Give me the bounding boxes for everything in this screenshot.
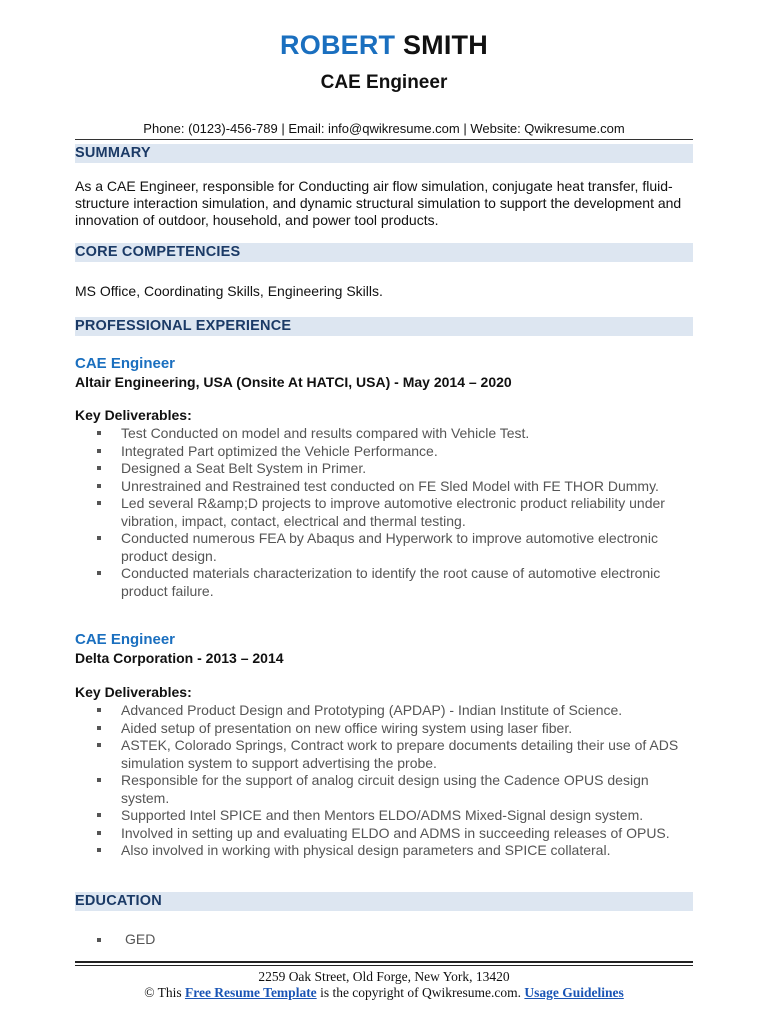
list-item: [75, 720, 695, 738]
list-item: [75, 478, 695, 496]
list-item: [75, 495, 695, 530]
list-item: [75, 842, 695, 860]
bullet-icon: [97, 726, 101, 730]
education-section-header: [75, 892, 693, 911]
competencies-heading: CORE COMPETENCIES: [75, 244, 241, 260]
bullet-icon: [97, 501, 101, 505]
summary-text: As a CAE Engineer, responsible for Conducting air flow simulation, conjugate heat transfer, fluid-structure interaction simulation, and dynamic structural simulation to support the development and innovation of outdoor, household, and power tool products.: [75, 178, 682, 228]
bullet-icon: [97, 466, 101, 470]
last-name: SMITH: [402, 30, 488, 60]
competencies-section-header: [75, 243, 693, 262]
education-heading: EDUCATION: [75, 893, 162, 909]
first-name: ROBERT: [280, 30, 396, 60]
list-item: [75, 807, 695, 825]
deliverables-list: [75, 702, 695, 860]
key-deliverables-label: Key Deliverables:: [75, 407, 192, 423]
header-divider: [75, 139, 693, 140]
bullet-icon: [97, 431, 101, 435]
key-deliverables-label: Key Deliverables:: [75, 684, 192, 700]
list-item-text: Unrestrained and Restrained test conducted on FE Sled Model with FE THOR Dummy.: [121, 477, 659, 494]
list-item: [75, 460, 695, 478]
experience-section-header: [75, 317, 693, 336]
bullet-icon: [97, 778, 101, 782]
experience-heading: PROFESSIONAL EXPERIENCE: [75, 318, 292, 334]
list-item: [75, 772, 695, 807]
bullet-icon: [97, 484, 101, 488]
list-item: [75, 825, 695, 843]
job-role: CAE Engineer: [75, 631, 176, 648]
footer-divider-thin: [75, 965, 693, 966]
usage-guidelines-link[interactable]: Usage Guidelines: [524, 985, 624, 1000]
list-item-text: Also involved in working with physical design parameters and SPICE collateral.: [121, 842, 611, 858]
list-item: [75, 443, 695, 461]
bullet-icon: [97, 449, 101, 453]
footer-copyright: [0, 985, 768, 1001]
free-resume-template-link[interactable]: Free Resume Template: [184, 985, 317, 1000]
candidate-name: [0, 30, 768, 61]
bullet-icon: [97, 813, 101, 817]
bullet-icon: [97, 848, 101, 852]
list-item-text: Aided setup of presentation on new office wiring system using laser fiber.: [121, 719, 573, 736]
footer-address: 2259 Oak Street, Old Forge, New York, 13420: [258, 969, 510, 984]
list-item: [75, 737, 695, 772]
list-item-text: Responsible for the support of analog circuit design using the Cadence OPUS design system.: [121, 772, 649, 806]
bullet-icon: [97, 743, 101, 747]
list-item-text: Advanced Product Design and Prototyping (APDAP) - Indian Institute of Science.: [121, 702, 623, 718]
summary-section-header: [75, 144, 693, 163]
list-item-text: Designed a Seat Belt System in Primer.: [121, 460, 367, 476]
bullet-icon: [97, 708, 101, 712]
list-item: [75, 565, 695, 600]
bullet-icon: [97, 536, 101, 540]
job-company: Altair Engineering, USA (Onsite At HATCI, USA) - May 2014 – 2020: [75, 374, 512, 390]
footer-divider: [75, 961, 693, 963]
list-item-text: Involved in setting up and evaluating ELDO and ADMS in succeeding releases of OPUS.: [121, 824, 670, 841]
job-company: Delta Corporation - 2013 – 2014: [75, 650, 284, 666]
deliverables-list: [75, 425, 695, 600]
list-item: [75, 530, 695, 565]
bullet-icon: [97, 938, 101, 942]
list-item: [75, 702, 695, 720]
list-item: [75, 425, 695, 443]
contact-line: Phone: (0123)-456-789 | Email: info@qwikresume.com | Website: Qwikresume.com: [143, 121, 625, 136]
list-item-text: Integrated Part optimized the Vehicle Performance.: [121, 442, 438, 459]
job-role: CAE Engineer: [75, 355, 176, 372]
list-item-text: ASTEK, Colorado Springs, Contract work to prepare documents detailing their use of ADS simulation system to support advertising the probe.: [121, 737, 679, 771]
copyright-prefix: © This: [144, 985, 182, 1000]
list-item-text: Supported Intel SPICE and then Mentors ELDO/ADMS Mixed-Signal design system.: [121, 807, 644, 823]
list-item-text: Conducted numerous FEA by Abaqus and Hyperwork to improve automotive electronic product design.: [121, 530, 658, 564]
list-item-text: Conducted materials characterization to identify the root cause of automotive electronic product failure.: [121, 565, 661, 599]
copyright-middle: is the copyright of Qwikresume.com.: [320, 985, 522, 1000]
summary-heading: SUMMARY: [75, 145, 151, 161]
job-title: CAE Engineer: [320, 72, 448, 93]
competencies-text: MS Office, Coordinating Skills, Engineering Skills.: [75, 283, 383, 299]
education-item-text: GED: [125, 931, 156, 947]
bullet-icon: [97, 831, 101, 835]
bullet-icon: [97, 571, 101, 575]
list-item-text: Led several R&amp;D projects to improve automotive electronic product reliability under vibration, impact, contact, electrical and thermal testing.: [121, 495, 665, 529]
list-item-text: Test Conducted on model and results compared with Vehicle Test.: [121, 425, 530, 441]
